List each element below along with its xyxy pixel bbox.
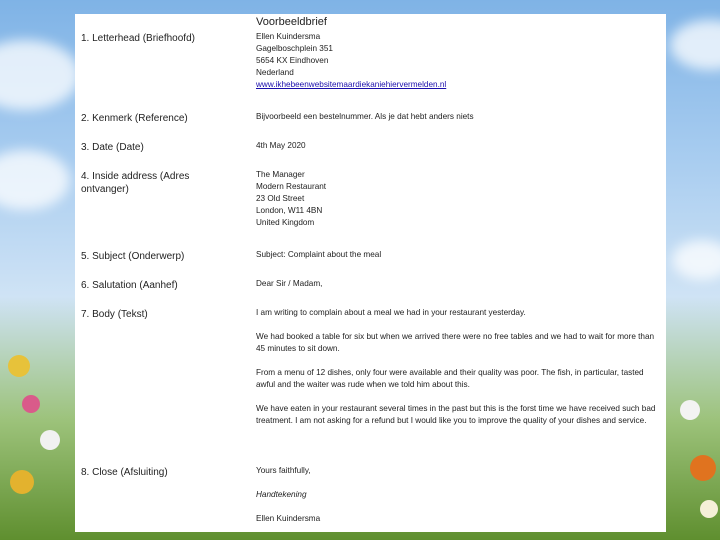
flower (690, 455, 716, 481)
flower (10, 470, 34, 494)
body-paragraph: We had booked a table for six but when we arrived there were no free tables and we had to wait for more than 45 minutes to sit down. (256, 332, 655, 353)
date-label: 3. Date (Date) (81, 142, 144, 153)
cloud (672, 240, 720, 280)
flower (700, 500, 718, 518)
address-line: 23 Old Street (256, 194, 305, 203)
body-paragraph: I am writing to complain about a meal we had in your restaurant yesterday. (256, 308, 526, 317)
closing-value: Yours faithfully, (256, 466, 311, 475)
signature: Handtekening (256, 490, 307, 499)
flower (40, 430, 60, 450)
flower (8, 355, 30, 377)
website-link[interactable]: www.ikhebeenwebsitemaardiekaniehiervermelden.nl (256, 80, 447, 89)
letterhead-line: 5654 KX Eindhoven (256, 56, 329, 65)
address-line: Modern Restaurant (256, 182, 327, 191)
body-paragraph: From a menu of 12 dishes, only four were available and their quality was poor. The fish, in particular, tasted awful and the waiter was rude when we told him about this. (256, 368, 644, 389)
address-line: The Manager (256, 170, 305, 179)
letterhead-line: Gagelboschplein 351 (256, 44, 333, 53)
letter-document (75, 14, 666, 532)
body-label: 7. Body (Tekst) (81, 309, 148, 320)
cloud (0, 40, 80, 110)
subject-label: 5. Subject (Onderwerp) (81, 251, 185, 262)
cloud (0, 150, 70, 210)
close-label: 8. Close (Afsluiting) (81, 467, 168, 478)
reference-value: Bijvoorbeeld een bestelnummer. Als je dat hebt anders niets (256, 112, 474, 121)
letterhead-line: Ellen Kuindersma (256, 32, 321, 41)
letterhead-block (256, 31, 656, 91)
inside-address-block (256, 169, 656, 229)
salutation-label: 6. Salutation (Aanhef) (81, 280, 178, 291)
inside-address-label: 4. Inside address (Adres ontvanger) (81, 171, 190, 195)
cloud (670, 20, 720, 70)
letterhead-line: Nederland (256, 68, 294, 77)
document-title: Voorbeeldbrief (256, 16, 327, 28)
reference-label: 2. Kenmerk (Reference) (81, 113, 188, 124)
subject-value: Subject: Complaint about the meal (256, 250, 382, 259)
salutation-value: Dear Sir / Madam, (256, 279, 323, 288)
flower (680, 400, 700, 420)
date-value: 4th May 2020 (256, 141, 306, 150)
address-line: London, W11 4BN (256, 206, 323, 215)
signer-name: Ellen Kuindersma (256, 514, 321, 523)
flower (22, 395, 40, 413)
address-line: United Kingdom (256, 218, 315, 227)
letterhead-label: 1. Letterhead (Briefhoofd) (81, 33, 195, 44)
body-paragraph: We have eaten in your restaurant several times in the past but this is the forst time we have received such bad treatment. I am not asking for a refund but I would like you to improve the quality of your dishes and service. (256, 404, 656, 425)
